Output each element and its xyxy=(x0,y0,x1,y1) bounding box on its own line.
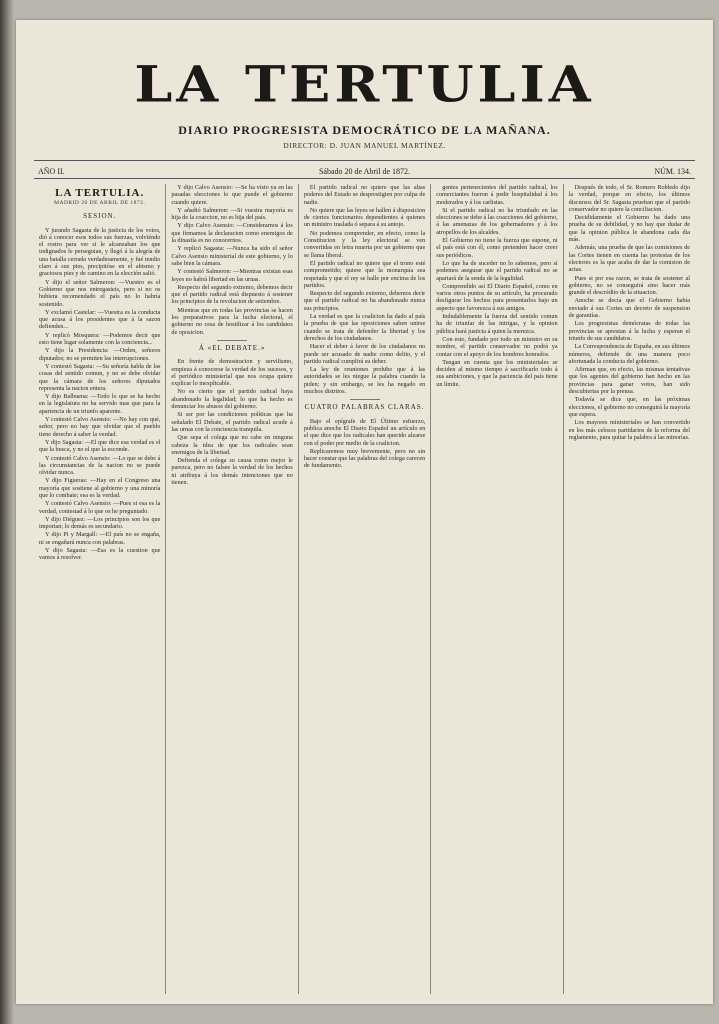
section-title: LA TERTULIA. xyxy=(55,187,145,199)
paragraph: Y dijo Sagasta: —El que dice esa verdad es el que la busca, y no el que la esconde. xyxy=(39,438,161,454)
article-columns xyxy=(34,184,695,994)
paragraph: Y contestó Calvo Asensio: —Pues si esa es la verdad, contestad á lo que os he preguntado. xyxy=(39,500,161,515)
book-binding xyxy=(0,0,14,1024)
paragraph: gentes pertenecientes del partido radical, los comerciantes fueron á pedir hospitalidad á los moderados y á los carlistas. xyxy=(436,184,558,206)
paragraph: Y replicó Sagasta: —Nunca ha sido el señor Calvo Asensio ministerial de este gobierno, y lo sabe bien la cámara. xyxy=(171,245,293,267)
paragraph: Y replicó Mosquera: —Podemos decir que esto tiene lugar solamente con la conciencia... xyxy=(39,331,161,347)
paragraph: Respecto del segundo extremo, debemos decir que el partido radical no ha abandonado nunca sus principios. xyxy=(303,290,426,312)
section-date: MADRID 20 DE ABRIL DE 1872. xyxy=(54,200,146,206)
paragraph: Y contestó Calvo Asensio: —No hay con qué, señor, pero no hay que olvidar que el pueblo tiene derecho á saber la verdad. xyxy=(39,416,161,438)
issue-year: AÑO II. xyxy=(38,167,65,176)
paragraph: Todavía se dice que, en las próximas elecciones, el gobierno no conseguirá la mayoría que espera. xyxy=(568,396,691,418)
paragraph: Los mayores ministeriales se han convertido en los más celosos partidarios de la reforma del reglamento, para quitar la palabra á las minorías. xyxy=(568,419,691,441)
paragraph: Y dijo Pi y Margall: —El país no se engaña, ni se engañará nunca con palabras. xyxy=(39,531,161,546)
newspaper-page xyxy=(16,20,713,1004)
paragraph: Comprendido así El Diario Español, como en varios otros puntos de su artículo, ha procurado desfigurar los hechos para presentarlos bajo un aspecto que favorezca á sus amigos. xyxy=(436,282,558,312)
section-separator xyxy=(217,340,247,341)
paragraph: Respecto del segundo extremo, debemos decir que el partido radical está dispuesto á sostener los principios de la revolucion de setiembre. xyxy=(171,283,293,306)
paragraph: El partido radical no quiere que el trono esté comprometido; quiere que la monarquía sea respetada y que el rey se halle por encima de los partidos. xyxy=(303,259,426,289)
paragraph: Indudablemente la fuerza del sentido comun ha de triunfar de las intrigas, y la opinion pública hará justicia á quien la merezca. xyxy=(436,313,558,335)
paragraph: El partido radical no quiere que las altas poderes del Estado se desprestigien por culpa de nadie. xyxy=(303,184,426,206)
paragraph: Y dijo Sagasta: —Esa es la cuestion que vamos á resolver. xyxy=(39,547,161,562)
paragraph: Y contestó Calvo Asensio: —Lo que se debe á las circunstancias de la nacion no se puede olvidar nunca. xyxy=(39,454,161,477)
paragraph: No podemos comprender, en efecto, como la Constitucion y la ley electoral se ven convertidas en letra muerta por un gobierno que se llama liberal. xyxy=(303,229,426,259)
masthead-title: LA TERTULIA xyxy=(134,54,595,114)
paragraph: El Gobierno no tiene la fuerza que supone, ni el país está con él, como pretenden hacer creer sus periódicos. xyxy=(436,237,558,259)
paragraph: Y dijo el señor Salmeron: —Vuestro es el Gobierno que nos entregasteis, pero si no os hubiera recomendado el país no lo habría sostenido. xyxy=(39,278,161,308)
paragraph: Pues si por esa razon, se trata de sostener al gobierno, no se conseguirá sino hacer más grande el descrédito de la situacion. xyxy=(568,274,691,297)
paragraph: Tengan en cuenta que los ministeriales se deciden al mismo tiempo á sacrificarlo todo á sus ambiciones, y que la paciencia del país tiene un límite. xyxy=(436,358,558,388)
paragraph: Con esto, fundado por todo un ministro en su nombre, el partido conservador no podrá ya contar con el apoyo de los hombres honrados. xyxy=(436,335,558,358)
paragraph: Si el partido radical no ha triunfado en las elecciones se debe á las coacciones del gobierno, á las amenazas de los gobernadores y á los atropellos de los alcaldes. xyxy=(436,206,558,236)
column-3 xyxy=(298,184,430,994)
paragraph: Y dijo Balbuena: —Todo lo que se ha hecho en la legislatura no ha servido mas que para la apariencia de un triunfo aparente. xyxy=(39,393,161,415)
section-heading: SESION. xyxy=(83,212,117,221)
article-heading: Á «EL DEBATE.» xyxy=(198,343,266,352)
paragraph: La verdad es que la coalicion ha dado al país la prueba de que las oposiciones saben unirse cuando se trata de defender la libertad y los derechos de los ciudadanos. xyxy=(303,313,426,342)
masthead-director: DIRECTOR: D. JUAN MANUEL MARTÍNEZ. xyxy=(283,141,446,150)
paragraph: Y dijo Calvo Asensio: —Se ha visto ya en las pasadas elecciones lo que puede el gobierno cuando quiere. xyxy=(171,184,293,206)
issue-number: NÚM. 134. xyxy=(654,167,691,176)
header-rule-top xyxy=(34,160,695,161)
paragraph: No es cierto que el partido radical haya abandonado la legalidad; lo que ha hecho es denunciar los abusos del gobierno. xyxy=(171,388,293,411)
paragraph: Y dijo Figueras: —Hay en el Congreso una mayoría que sostiene al gobierno y una minoría que lo combate; esa es la verdad. xyxy=(39,477,161,499)
masthead-subtitle: DIARIO PROGRESISTA DEMOCRÁTICO DE LA MAÑANA. xyxy=(178,123,551,137)
paragraph: Los progresistas demócratas de todas las provincias se aprestan á la lucha y esperan el triunfo de sus candidatos. xyxy=(568,320,691,342)
paragraph: En frente de demostracion y servilismo, empieza á conocerse la verdad de los sucesos, y el periódico ministerial que nos ocupa quiere explicar lo inexplicable. xyxy=(171,358,293,388)
paragraph: Y dijo Diéguez: —Los principios son los que importan; lo demás es secundario. xyxy=(39,515,161,531)
section-separator xyxy=(350,399,380,400)
paragraph: Y dijo Calvo Asensio: —Considerarnos á los que firmamos la declaracion como enemigos de la dinastía es no conocernos. xyxy=(171,222,293,245)
paragraph: Anoche se decía que el Gobierno había enviado á sus Cortes un decreto de suspension de garantías. xyxy=(568,297,691,320)
column-5 xyxy=(563,184,695,994)
paragraph: La ley de reuniones prohibe que á las autoridades se les niegue la palabra cuando la piden; y sin embargo, se les ha negado en muchos distritos. xyxy=(303,366,426,396)
paragraph: Y jurando Sagasta de la justicia de los votos, dió á conocer esos todos sus fuerzas, volviéndo el rostro para ver si le alcanzaban los que indignados le perseguian, y llegó á la alegría de una batalla cerrada verdaderamente, y fué tendio claro á sus pies, precipitóse en el abismo y graciosos pies y de camino en la elección salió. xyxy=(39,226,161,278)
paragraph: Que sepa el colega que no cabe en ninguna cabeza la idea de que los radicales sean enemigos de la libertad. xyxy=(171,434,293,456)
paragraph: Y añadió Salmeron: —Si vuestra mayoría es hija de la coaccion, no es hija del país. xyxy=(171,206,293,222)
paragraph: Decididamente el Gobierno ha dado una prueba de su debilidad, y no hay que dudar de que la opinion pública le abandona cada dia más. xyxy=(568,214,691,244)
paragraph: No quiere que las leyes se hallen á disposicion de ciertos funcionarios dependientes á quienes un ministro traslada ó separa á su antojo. xyxy=(303,206,426,229)
paragraph: Hacer el deber á favor de los ciudadanos no puede ser acusado de nadie como delito, y el partido radical cumplirá su deber. xyxy=(303,343,426,365)
paragraph: Y contestó Sagasta: —Su señoría habla de las cosas del sentido comun, y no se debe olvidar que la cámara de los señores diputados representa la nacion entera. xyxy=(39,362,161,392)
paragraph: Defienda el colega su causa como mejor le parezca, pero no falsee la verdad de los hechos ni atribuya á los demás intenciones que no tienen. xyxy=(171,457,293,486)
header-rule-bottom xyxy=(34,178,695,179)
paragraph: Lo que ha de suceder no lo sabemos, pero sí podemos asegurar que el partido radical no se apartará de la senda de la legalidad. xyxy=(436,259,558,282)
paragraph: Si ser por las condiciones políticas que ha señalado El Debate, el partido radical acude á las urnas con la conciencia tranquila. xyxy=(171,411,293,433)
paragraph: Y exclamó Castelar: —Vuestra es la conducta que acusa á los presidentes que á la sazon defienden... xyxy=(39,308,161,331)
paragraph: Después de todo, el Sr. Romero Robledo dijo la verdad, porque en efecto, los últimos discursos del Sr. Sagasta prueban que el partido conservador no quiere la conciliacion. xyxy=(568,184,691,213)
column-4 xyxy=(430,184,562,994)
paragraph: Replicaremos muy brevemente, pero no sin hacer constar que las palabras del colega carecen de fundamento. xyxy=(303,447,426,470)
paragraph: Afirman que, en efecto, las mismas tentativas que los agentes del gobierno han hecho en las provincias para ganar votos, han sido descubiertas por la prensa. xyxy=(568,366,691,396)
paragraph: Mientras que en todas las provincias se hacen los preparativos para la lucha electoral, el gobierno no cesa de hostilizar á los candidatos de oposicion. xyxy=(171,306,293,336)
article-heading: CUATRO PALABRAS CLARAS. xyxy=(304,403,425,412)
paragraph: Y dijo la Presidencia: —Orden, señores diputados; no se permiten las interrupciones. xyxy=(39,347,161,362)
issue-date: Sábado 20 de Abril de 1872. xyxy=(318,167,411,176)
paragraph: La Correspondencia de España, en sus últimos números, defiende de una manera poco afortunada la conducta del gobierno. xyxy=(568,343,691,365)
paragraph: Además, una prueba de que las comisiones de las Cortes tienen en cuenta las protestas de los electores es la que acaba de dar la comision de actas. xyxy=(568,244,691,274)
paragraph: Bajo el epígrafe de El Último esfuerzo, publica anoche El Diario Español un artículo en el que dice que los radicales han querido alzarse con el poder por medio de la coalicion. xyxy=(303,417,426,447)
paragraph: Y contestó Salmeron: —Mientras existan esas leyes no habrá libertad en las urnas. xyxy=(171,268,293,283)
column-1 xyxy=(34,184,165,994)
column-2 xyxy=(165,184,297,994)
